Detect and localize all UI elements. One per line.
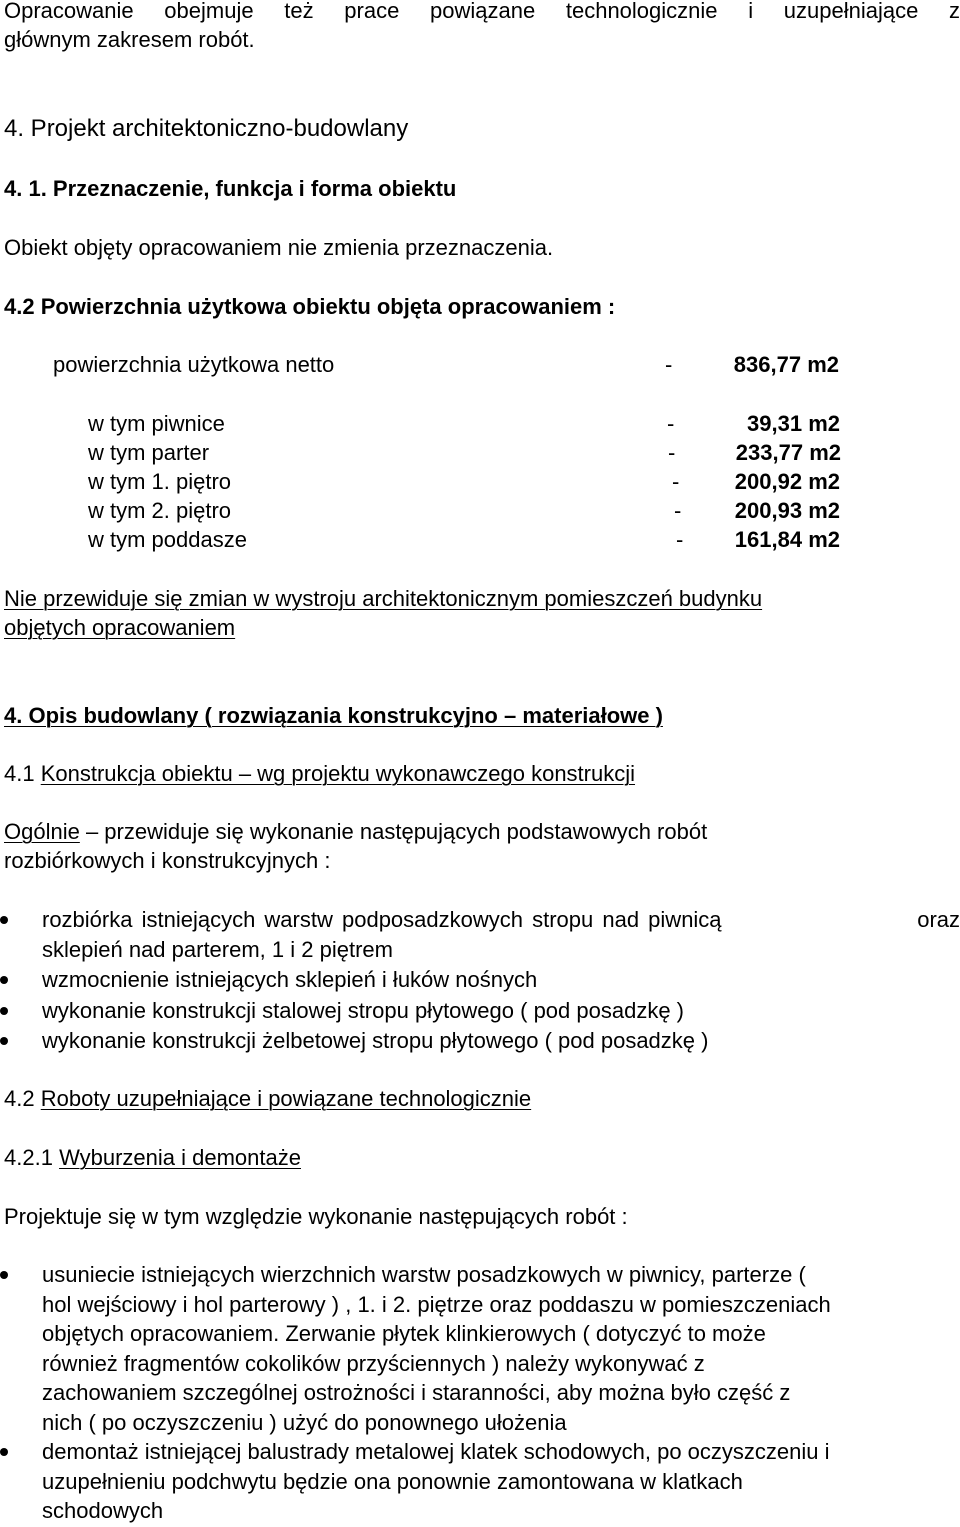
- list-item: [0, 1026, 960, 1056]
- construction-works-list: [0, 905, 960, 1056]
- area-row-dash: -: [672, 469, 680, 494]
- general-line-1: [4, 817, 960, 847]
- list-item-line: usuniecie istniejących wierzchnich warstw posadzkowych w piwnicy, parterze (: [42, 1262, 806, 1287]
- area-row-value: 161,84 m2: [734, 527, 840, 552]
- list-item-text: wzmocnienie istniejących sklepień i łuków nośnych: [42, 967, 538, 992]
- list-item-line: demontaż istniejącej balustrady metalowej klatek schodowych, po oczyszczeniu i: [42, 1439, 830, 1464]
- general-text: – przewiduje się wykonanie następujących podstawowych robót: [79, 819, 708, 844]
- list-item: [0, 996, 960, 1026]
- bullet-icon: [0, 1007, 8, 1015]
- note-line-2: objętych opracowaniem: [4, 615, 236, 640]
- area-row: [88, 525, 840, 555]
- area-row: [88, 467, 840, 497]
- section-4-construction-heading: 4. Opis budowlany ( rozwiązania konstrukcyjno – materiałowe ): [4, 703, 663, 728]
- area-row-value: 39,31 m2: [747, 411, 840, 436]
- section-4-1-text: Obiekt objęty opracowaniem nie zmienia przeznaczenia.: [4, 235, 554, 260]
- area-row-label: w tym 2. piętro: [88, 498, 232, 523]
- note-line-1: Nie przewiduje się zmian w wystroju architektonicznym pomieszczeń budynku: [4, 586, 763, 611]
- list-item-line: nich ( po oczyszczeniu ) użyć do ponownego ułożenia: [42, 1409, 567, 1435]
- area-total-row: [53, 350, 839, 380]
- section-4-2-1-title: Wyburzenia i demontaże: [59, 1145, 301, 1170]
- area-row-dash: -: [667, 411, 675, 436]
- list-item: [0, 965, 960, 995]
- list-item-text: rozbiórka istniejących warstw podposadzkowych stropu nad piwnicą: [42, 907, 722, 932]
- bullet-icon: [0, 916, 8, 924]
- list-item: [0, 1260, 960, 1437]
- area-row-value: 200,93 m2: [734, 498, 840, 523]
- bullet-icon: [0, 976, 8, 984]
- demolition-works-list: [0, 1260, 960, 1526]
- section-4-1-heading: 4. 1. Przeznaczenie, funkcja i forma obiektu: [4, 176, 457, 201]
- section-4-2b-heading: [4, 1084, 960, 1114]
- area-total-dash: -: [665, 352, 673, 377]
- list-item-text: wykonanie konstrukcji stalowej stropu płytowego ( pod posadzkę ): [42, 997, 684, 1023]
- list-item-line: zachowaniem szczególnej ostrożności i staranności, aby można było część z: [42, 1380, 791, 1405]
- area-row-dash: -: [674, 498, 682, 523]
- area-row: [88, 438, 841, 468]
- list-item-text-2: sklepień nad parterem, 1 i 2 piętrem: [42, 936, 393, 962]
- general-label: Ogólnie: [4, 819, 80, 844]
- bullet-icon: [0, 1037, 8, 1045]
- area-row: [88, 409, 840, 439]
- area-total-value: 836,77 m2: [733, 352, 839, 377]
- section-4-2-1-heading: [4, 1143, 960, 1173]
- bullet-icon: [0, 1271, 8, 1279]
- bullet-icon: [0, 1448, 8, 1456]
- list-item-line: objętych opracowaniem. Zerwanie płytek klinkierowych ( dotyczyć to może: [42, 1321, 766, 1346]
- area-total-label: powierzchnia użytkowa netto: [53, 352, 335, 377]
- general-line-2: rozbiórkowych i konstrukcyjnych :: [4, 848, 331, 873]
- area-row-label: w tym piwnice: [88, 411, 225, 436]
- list-item-tail: oraz: [917, 907, 960, 932]
- list-item-line: hol wejściowy i hol parterowy ) , 1. i 2. piętrze oraz poddaszu w pomieszczeniach: [42, 1291, 831, 1317]
- section-4-1b-heading: [4, 759, 960, 789]
- area-row-label: w tym parter: [88, 440, 210, 465]
- section-4-2b-number: 4.2: [4, 1086, 35, 1111]
- section-4-2-1-number: 4.2.1: [4, 1145, 53, 1170]
- intro-line-2: głównym zakresem robót.: [4, 27, 255, 52]
- area-row-label: w tym 1. piętro: [88, 469, 232, 494]
- area-row-label: w tym poddasze: [88, 527, 247, 552]
- section-4-2-heading: 4.2 Powierzchnia użytkowa obiektu objęta opracowaniem :: [4, 294, 616, 319]
- section-4-2-1-text: Projektuje się w tym względzie wykonanie następujących robót :: [4, 1204, 628, 1229]
- list-item: [0, 905, 960, 964]
- area-row-dash: -: [676, 527, 684, 552]
- section-4-1b-number: 4.1: [4, 761, 35, 786]
- list-item-line: schodowych: [42, 1498, 164, 1523]
- area-row-value: 233,77 m2: [735, 440, 841, 465]
- area-row-dash: -: [668, 440, 676, 465]
- section-4-heading: 4. Projekt architektoniczno-budowlany: [4, 115, 409, 142]
- list-item-line: również fragmentów cokolików przyściennych ) należy wykonywać z: [42, 1350, 705, 1376]
- area-row: [88, 496, 840, 526]
- intro-line-1: Opracowanie obejmuje też prace powiązane technologicznie i uzupełniające z: [4, 0, 960, 23]
- section-4-2b-title: Roboty uzupełniające i powiązane technologicznie: [40, 1086, 532, 1111]
- list-item: [0, 1437, 960, 1526]
- section-4-1b-title: Konstrukcja obiektu – wg projektu wykonawczego konstrukcji: [40, 761, 636, 786]
- list-item-line: uzupełnieniu podchwytu będzie ona ponownie zamontowana w klatkach: [42, 1468, 743, 1494]
- area-row-value: 200,92 m2: [734, 469, 840, 494]
- list-item-text: wykonanie konstrukcji żelbetowej stropu płytowego ( pod posadzkę ): [42, 1028, 709, 1053]
